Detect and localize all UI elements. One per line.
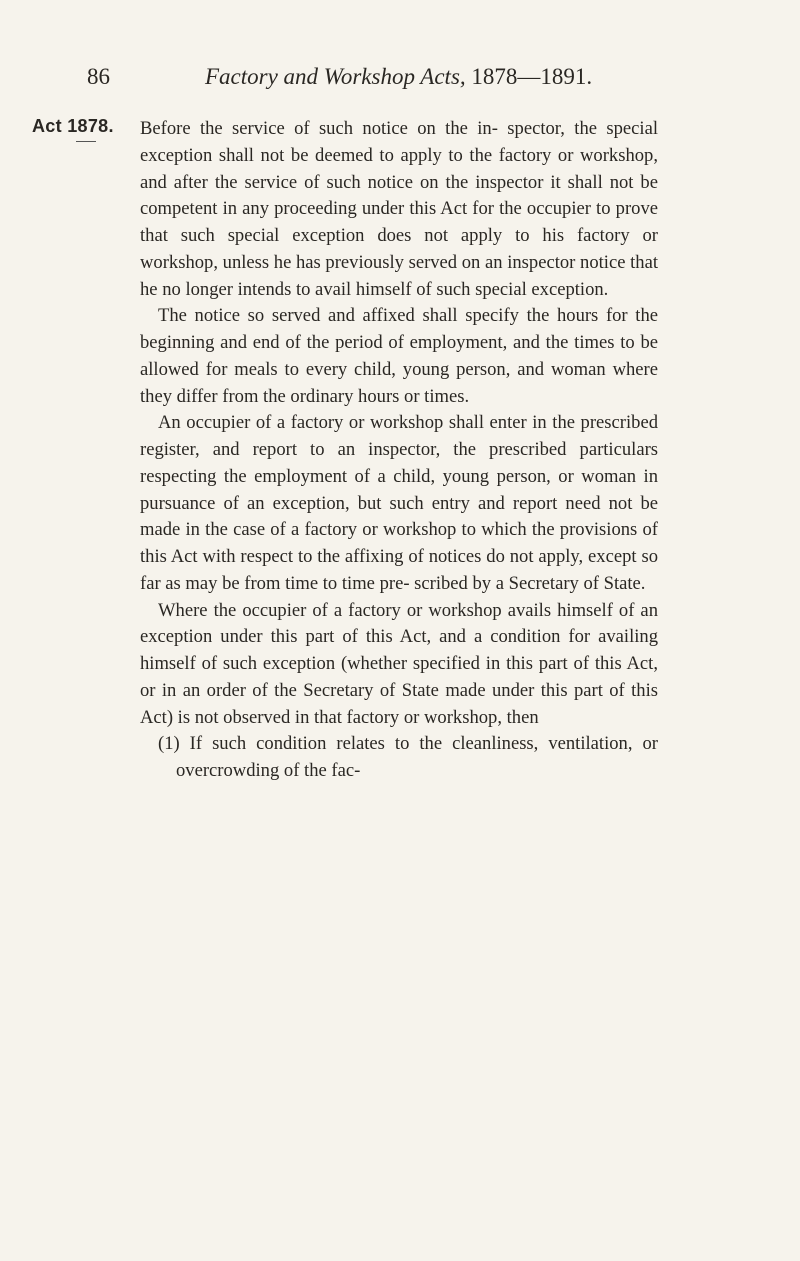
body-text	[140, 116, 658, 785]
running-title-italic: Factory and Workshop Acts,	[205, 64, 466, 89]
paragraph-3: An occupier of a factory or workshop shall enter in the prescribed register, and report to an inspector, the prescribed particulars respecting the employment of a child, young person, or woman in pursuance of an exception, but such entry and report need not be made in the case of a factory or workshop to which the provisions of this Act with respect to the affixing of notices do not apply, except so far as may be from time to time pre- scribed by a Secretary of State.	[140, 412, 658, 594]
running-title-years: 1878—1891.	[471, 64, 593, 89]
paragraph-1: Before the service of such notice on the in- spector, the special exception shall not be deemed to apply to the factory or workshop, and after the service of such notice on the inspector it shall not be competent in any proceeding under this Act for the occupier to prove that such special exception does not apply to his factory or workshop, unless he has previously served on an inspector notice that he no longer intends to avail himself of such special exception.	[140, 118, 658, 300]
paragraph-4: Where the occupier of a factory or workshop avails himself of an exception under this part of this Act, and a condition for availing himself of such exception (whether specified in this part of this Act, or in an order of the Secretary of State made under this part of this Act) is not observed in that factory or workshop, then	[140, 599, 658, 728]
running-header	[0, 64, 800, 96]
margin-rule	[76, 141, 96, 142]
margin-note-act: Act 1878.	[32, 116, 114, 136]
paragraph-2: The notice so served and affixed shall specify the hours for the beginning and end of the period of employment, and the times to be allowed for meals to every child, young person, and woman where they differ from the ordinary hours or times.	[140, 305, 658, 407]
page-number: 86	[87, 64, 110, 89]
paragraph-5-subclause: (1) If such condition relates to the cleanliness, ventilation, or overcrowding of the fac-	[158, 733, 658, 781]
running-title	[205, 64, 592, 90]
